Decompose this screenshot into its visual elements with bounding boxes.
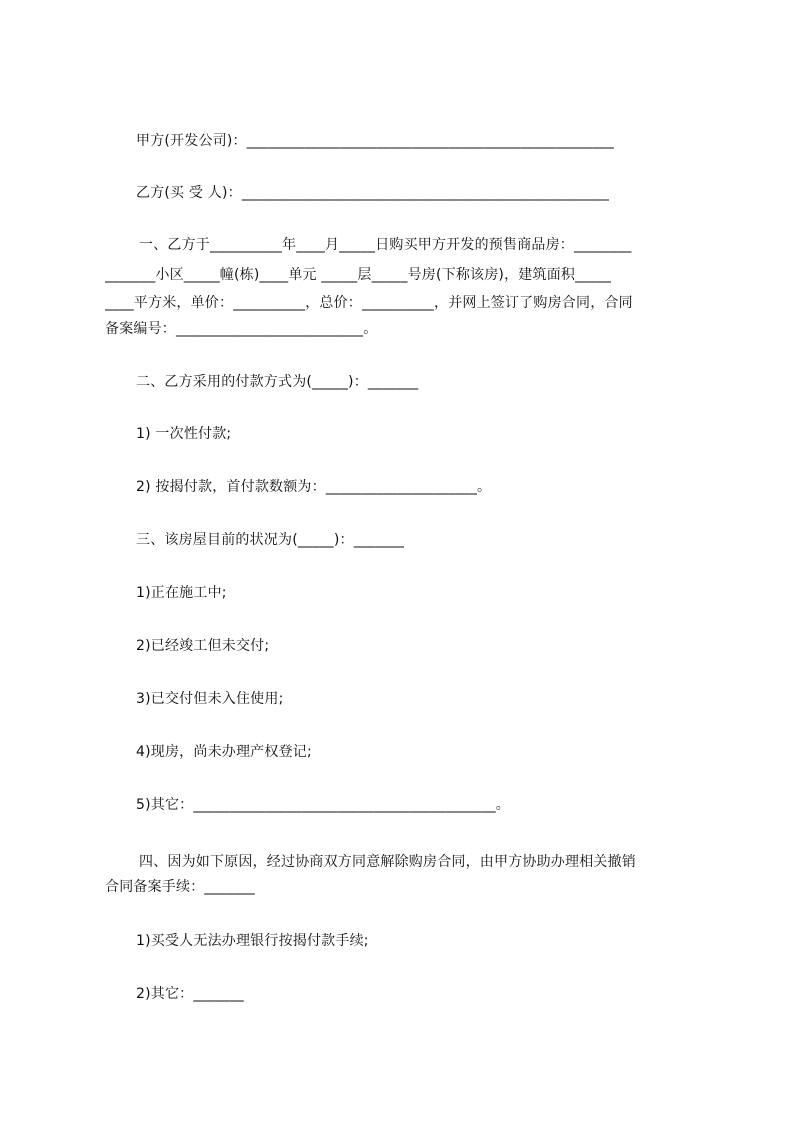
section3-title: 三、该房屋目前的状况为(_____)：_______ (136, 532, 405, 548)
section2-title: 二、乙方采用的付款方式为(_____)：_______ (136, 374, 419, 390)
section4-option-2: 2)其它：_______ (136, 986, 244, 1002)
party-a-line: 甲方(开发公司)：___________________________________________________ (136, 133, 614, 149)
section3-option-2: 2)已经竣工但未交付; (136, 638, 270, 654)
party-b-line: 乙方(买 受 人)：___________________________________________________ (136, 185, 610, 201)
section3-option-1: 1)正在施工中; (136, 585, 227, 601)
section1-line4: 备案编号：__________________________。 (105, 321, 378, 337)
section3-option-5: 5)其它：__________________________________________。 (136, 797, 510, 813)
section1-line3: ____平方米，单价：__________，总价：__________，并网上签订了购房合同，合同 (105, 295, 633, 311)
section3-option-3: 3)已交付但未入住使用; (136, 691, 284, 707)
section4-line2: 合同备案手续：_______ (105, 879, 255, 895)
section1-line2: _______小区_____幢(栋)____单元 _____层_____号房(下称该房)，建筑面积_____ (105, 267, 612, 283)
section1-line1: 一、乙方于__________年____月_____日购买甲方开发的预售商品房：________ (139, 237, 632, 253)
section2-option-1: 1) 一次性付款; (136, 426, 232, 442)
section2-option-2: 2) 按揭付款，首付款数额为：_____________________。 (136, 479, 492, 495)
section4-line1: 四、因为如下原因，经过协商双方同意解除购房合同，由甲方协助办理相关撤销 (139, 854, 636, 870)
section3-option-4: 4)现房，尚未办理产权登记; (136, 744, 312, 760)
section4-option-1: 1)买受人无法办理银行按揭付款手续; (136, 933, 369, 949)
